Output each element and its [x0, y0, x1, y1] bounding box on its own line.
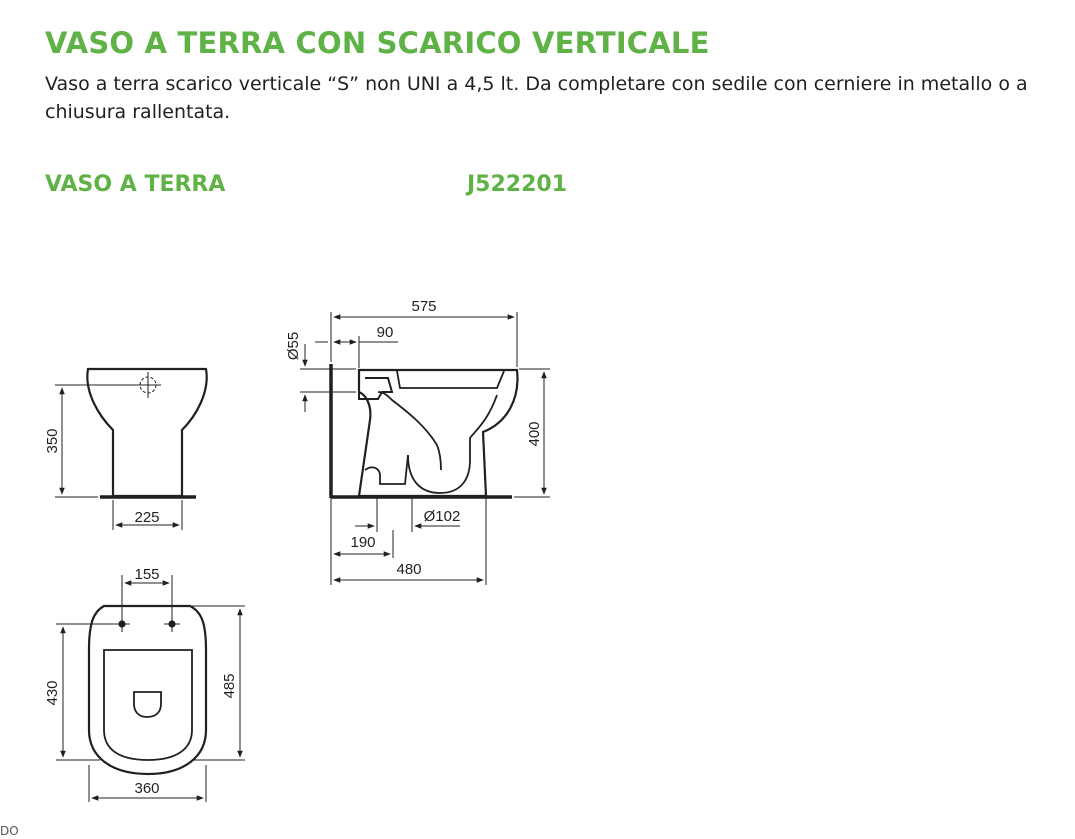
side-drain-diameter-label: Ø102 [423, 508, 461, 525]
top-bowl-opening [104, 650, 192, 760]
side-inlet-offset-label: 90 [376, 324, 394, 341]
side-length-label: 575 [411, 298, 437, 315]
product-name: VASO A TERRA [45, 172, 226, 197]
front-height-label: 350 [44, 428, 61, 454]
side-base-length-label: 480 [396, 561, 422, 578]
front-base-width-label: 225 [134, 509, 160, 526]
top-width-label: 360 [134, 780, 160, 797]
front-dimensions [55, 385, 182, 530]
side-drain-offset-label: 190 [350, 534, 376, 551]
front-bowl-outline [87, 369, 206, 496]
top-dimensions [56, 575, 245, 802]
page-title: VASO A TERRA CON SCARICO VERTICALE [45, 26, 710, 60]
side-view [331, 364, 517, 498]
product-code: J522201 [467, 172, 568, 197]
side-inlet-diameter-label: Ø55 [285, 331, 302, 361]
side-height-label: 400 [526, 421, 543, 447]
top-hole-spacing-label: 155 [134, 566, 160, 583]
front-view [87, 369, 206, 497]
side-trap-inner [378, 392, 441, 470]
corner-mark: DO [0, 824, 19, 838]
top-view [89, 606, 206, 774]
product-description: Vaso a terra scarico verticale “S” non UNI a 4,5 lt. Da completare con sedile con cerniere in metallo o a chiusura rallentata. [45, 73, 1028, 123]
top-length-outer-label: 485 [221, 673, 238, 699]
top-outline [89, 606, 206, 774]
side-trap-leg [365, 455, 408, 484]
top-length-inner-label: 430 [44, 680, 61, 706]
side-rim-inner [397, 371, 504, 388]
side-dimensions [300, 312, 550, 585]
top-drain-hole [134, 692, 161, 717]
